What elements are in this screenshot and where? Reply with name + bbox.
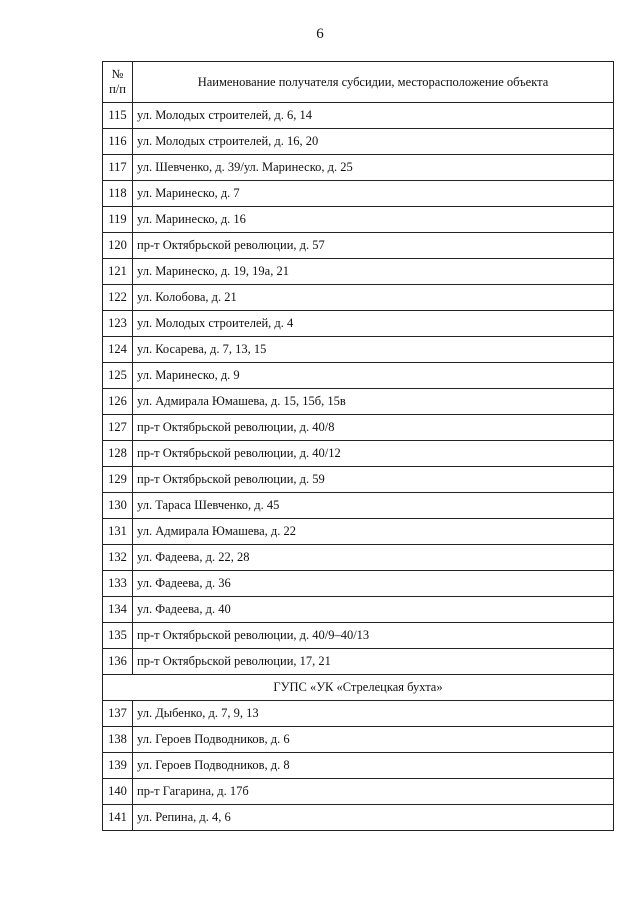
row-number: 133	[103, 571, 133, 597]
table-row	[103, 103, 614, 129]
row-number: 119	[103, 207, 133, 233]
row-number: 135	[103, 623, 133, 649]
row-address: ул. Молодых строителей, д. 6, 14	[133, 103, 614, 129]
row-address: ул. Маринеско, д. 7	[133, 181, 614, 207]
row-number: 116	[103, 129, 133, 155]
row-number: 121	[103, 259, 133, 285]
table-row	[103, 363, 614, 389]
row-number: 134	[103, 597, 133, 623]
row-address: ул. Адмирала Юмашева, д. 22	[133, 519, 614, 545]
row-number: 123	[103, 311, 133, 337]
row-address: ул. Адмирала Юмашева, д. 15, 15б, 15в	[133, 389, 614, 415]
table-row	[103, 571, 614, 597]
header-name: Наименование получателя субсидии, месторасположение объекта	[133, 62, 614, 103]
row-address: ул. Косарева, д. 7, 13, 15	[133, 337, 614, 363]
table-body-part2	[103, 701, 614, 831]
row-number: 139	[103, 753, 133, 779]
row-number: 124	[103, 337, 133, 363]
row-address: пр-т Гагарина, д. 17б	[133, 779, 614, 805]
row-address: пр-т Октябрьской революции, д. 40/8	[133, 415, 614, 441]
row-address: ул. Фадеева, д. 36	[133, 571, 614, 597]
row-number: 120	[103, 233, 133, 259]
row-address: ул. Маринеско, д. 16	[133, 207, 614, 233]
row-number: 132	[103, 545, 133, 571]
row-address: ул. Тараса Шевченко, д. 45	[133, 493, 614, 519]
table-row	[103, 623, 614, 649]
table-body-part1	[103, 103, 614, 675]
subsidy-recipients-table	[102, 61, 614, 831]
row-number: 117	[103, 155, 133, 181]
row-address: ул. Героев Подводников, д. 8	[133, 753, 614, 779]
table-row	[103, 285, 614, 311]
row-address: пр-т Октябрьской революции, 17, 21	[133, 649, 614, 675]
table-row	[103, 155, 614, 181]
table-row	[103, 597, 614, 623]
row-number: 131	[103, 519, 133, 545]
row-number: 115	[103, 103, 133, 129]
row-number: 138	[103, 727, 133, 753]
table-row	[103, 493, 614, 519]
table-row	[103, 753, 614, 779]
section-title: ГУПС «УК «Стрелецкая бухта»	[103, 675, 614, 701]
row-address: пр-т Октябрьской революции, д. 57	[133, 233, 614, 259]
row-address: ул. Репина, д. 4, 6	[133, 805, 614, 831]
row-address: пр-т Октябрьской революции, д. 40/12	[133, 441, 614, 467]
row-address: ул. Молодых строителей, д. 4	[133, 311, 614, 337]
table-row	[103, 181, 614, 207]
row-address: ул. Фадеева, д. 40	[133, 597, 614, 623]
row-address: ул. Маринеско, д. 19, 19а, 21	[133, 259, 614, 285]
row-address: пр-т Октябрьской революции, д. 59	[133, 467, 614, 493]
row-number: 126	[103, 389, 133, 415]
table-row	[103, 519, 614, 545]
section-body	[103, 675, 614, 701]
table-row	[103, 649, 614, 675]
row-number: 128	[103, 441, 133, 467]
table-row	[103, 727, 614, 753]
table-row	[103, 259, 614, 285]
row-number: 118	[103, 181, 133, 207]
table-row	[103, 233, 614, 259]
table-row	[103, 389, 614, 415]
row-address: ул. Маринеско, д. 9	[133, 363, 614, 389]
table-row	[103, 441, 614, 467]
table-row	[103, 129, 614, 155]
table-row	[103, 467, 614, 493]
section-row	[103, 675, 614, 701]
row-address: ул. Шевченко, д. 39/ул. Маринеско, д. 25	[133, 155, 614, 181]
row-address: ул. Молодых строителей, д. 16, 20	[133, 129, 614, 155]
table-row	[103, 207, 614, 233]
table-row	[103, 337, 614, 363]
table-row	[103, 701, 614, 727]
row-number: 130	[103, 493, 133, 519]
row-number: 140	[103, 779, 133, 805]
row-address: ул. Колобова, д. 21	[133, 285, 614, 311]
row-number: 122	[103, 285, 133, 311]
row-number: 127	[103, 415, 133, 441]
table-header-row	[103, 62, 614, 103]
header-number: № п/п	[103, 62, 133, 103]
row-number: 137	[103, 701, 133, 727]
row-number: 125	[103, 363, 133, 389]
row-address: ул. Героев Подводников, д. 6	[133, 727, 614, 753]
row-address: пр-т Октябрьской революции, д. 40/9–40/13	[133, 623, 614, 649]
row-address: ул. Фадеева, д. 22, 28	[133, 545, 614, 571]
row-address: ул. Дыбенко, д. 7, 9, 13	[133, 701, 614, 727]
table-row	[103, 311, 614, 337]
table-row	[103, 779, 614, 805]
row-number: 136	[103, 649, 133, 675]
row-number: 141	[103, 805, 133, 831]
row-number: 129	[103, 467, 133, 493]
page-number: 6	[316, 26, 324, 42]
table-row	[103, 805, 614, 831]
table-row	[103, 415, 614, 441]
table-row	[103, 545, 614, 571]
